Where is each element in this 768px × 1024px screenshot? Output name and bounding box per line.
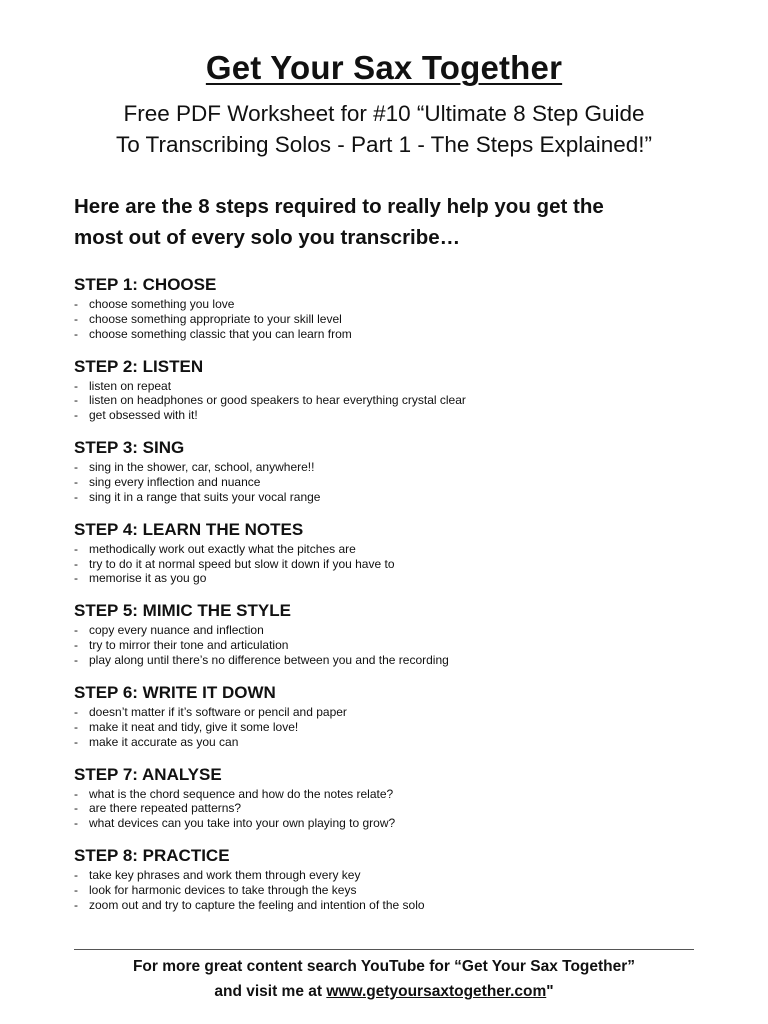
step-bullets bbox=[74, 787, 714, 831]
footer bbox=[0, 954, 768, 1004]
footer-prefix: and visit me at bbox=[214, 983, 327, 1000]
steps-list bbox=[74, 275, 714, 928]
dash-marker: - bbox=[74, 897, 78, 912]
dash-marker: - bbox=[74, 786, 78, 801]
bullet-item: - copy every nuance and inflection bbox=[74, 623, 264, 638]
dash-marker: - bbox=[74, 393, 78, 408]
website-link[interactable]: www.getyoursaxtogether.com bbox=[326, 983, 547, 1000]
step-3 bbox=[74, 438, 714, 520]
dash-marker: - bbox=[74, 571, 78, 586]
bullet-item: - sing in the shower, car, school, anywhere!! bbox=[74, 460, 315, 475]
bullet-item: - choose something appropriate to your skill level bbox=[74, 311, 342, 326]
intro-line-2: most out of every solo you transcribe… bbox=[74, 226, 461, 249]
page-subtitle bbox=[0, 98, 768, 160]
step-2 bbox=[74, 357, 714, 439]
dash-marker: - bbox=[74, 704, 78, 719]
footer-divider bbox=[74, 949, 694, 950]
bullet-item: - play along until there’s no difference between you and the recording bbox=[74, 652, 449, 667]
intro-line-1: Here are the 8 steps required to really help you get the bbox=[74, 195, 604, 218]
bullet-item: - listen on repeat bbox=[74, 378, 172, 393]
bullet-item: - look for harmonic devices to take through the keys bbox=[74, 882, 357, 897]
bullet-item: - what devices can you take into your own playing to grow? bbox=[74, 816, 396, 831]
bullet-item: - what is the chord sequence and how do the notes relate? bbox=[74, 786, 394, 801]
subtitle-line-1: Free PDF Worksheet for #10 “Ultimate 8 Step Guide bbox=[123, 101, 645, 126]
step-bullets bbox=[74, 705, 714, 749]
step-1 bbox=[74, 275, 714, 357]
step-heading: STEP 6: WRITE IT DOWN bbox=[74, 682, 276, 702]
subtitle-line-2: To Transcribing Solos - Part 1 - The Steps Explained!” bbox=[115, 132, 653, 157]
bullet-item: - listen on headphones or good speakers to hear everything crystal clear bbox=[74, 393, 466, 408]
footer-line-2 bbox=[0, 979, 768, 1004]
dash-marker: - bbox=[74, 541, 78, 556]
step-heading: STEP 5: MIMIC THE STYLE bbox=[74, 601, 291, 621]
dash-marker: - bbox=[74, 297, 78, 311]
dash-marker: - bbox=[74, 623, 78, 638]
dash-marker: - bbox=[74, 638, 78, 653]
dash-marker: - bbox=[74, 652, 78, 667]
bullet-item: - make it accurate as you can bbox=[74, 734, 239, 749]
bullet-item: - memorise it as you go bbox=[74, 571, 207, 586]
step-heading: STEP 3: SING bbox=[74, 438, 185, 458]
bullet-item: - sing every inflection and nuance bbox=[74, 474, 261, 489]
step-heading: STEP 1: CHOOSE bbox=[74, 275, 217, 294]
bullet-item: - choose something classic that you can learn from bbox=[74, 326, 352, 341]
step-5 bbox=[74, 601, 714, 683]
dash-marker: - bbox=[74, 801, 78, 816]
dash-marker: - bbox=[74, 882, 78, 897]
bullet-item: - try to mirror their tone and articulation bbox=[74, 638, 289, 653]
step-7 bbox=[74, 765, 714, 847]
step-bullets bbox=[74, 379, 714, 423]
dash-marker: - bbox=[74, 489, 78, 504]
bullet-item: - take key phrases and work them through every key bbox=[74, 868, 361, 883]
dash-marker: - bbox=[74, 556, 78, 571]
dash-marker: - bbox=[74, 734, 78, 749]
dash-marker: - bbox=[74, 378, 78, 393]
bullet-item: - make it neat and tidy, give it some love! bbox=[74, 719, 299, 734]
step-bullets bbox=[74, 460, 714, 504]
dash-marker: - bbox=[74, 408, 78, 423]
bullet-item: - try to do it at normal speed but slow it down if you have to bbox=[74, 556, 395, 571]
bullet-item: - choose something you love bbox=[74, 297, 235, 311]
dash-marker: - bbox=[74, 719, 78, 734]
dash-marker: - bbox=[74, 816, 78, 831]
step-heading: STEP 2: LISTEN bbox=[74, 356, 204, 376]
step-heading: STEP 4: LEARN THE NOTES bbox=[74, 519, 304, 539]
dash-marker: - bbox=[74, 460, 78, 475]
bullet-item: - are there repeated patterns? bbox=[74, 801, 242, 816]
bullet-item: - zoom out and try to capture the feeling and intention of the solo bbox=[74, 897, 425, 912]
step-bullets bbox=[74, 297, 714, 341]
dash-marker: - bbox=[74, 474, 78, 489]
page-title: Get Your Sax Together bbox=[205, 49, 563, 86]
step-6 bbox=[74, 683, 714, 765]
footer-suffix: " bbox=[546, 983, 554, 1000]
dash-marker: - bbox=[74, 311, 78, 326]
footer-line-1: For more great content search YouTube for “Get Your Sax Together” bbox=[132, 958, 636, 975]
bullet-item: - get obsessed with it! bbox=[74, 408, 198, 423]
step-bullets bbox=[74, 623, 714, 667]
step-8 bbox=[74, 846, 714, 928]
step-heading: STEP 7: ANALYSE bbox=[74, 764, 222, 784]
dash-marker: - bbox=[74, 326, 78, 341]
dash-marker: - bbox=[74, 868, 78, 883]
bullet-item: - sing it in a range that suits your vocal range bbox=[74, 489, 321, 504]
step-4 bbox=[74, 520, 714, 602]
intro-paragraph bbox=[74, 191, 714, 253]
bullet-item: - methodically work out exactly what the pitches are bbox=[74, 541, 356, 556]
bullet-item: - doesn’t matter if it’s software or pencil and paper bbox=[74, 704, 347, 719]
step-bullets bbox=[74, 868, 714, 912]
step-bullets bbox=[74, 542, 714, 586]
step-heading: STEP 8: PRACTICE bbox=[74, 846, 230, 866]
